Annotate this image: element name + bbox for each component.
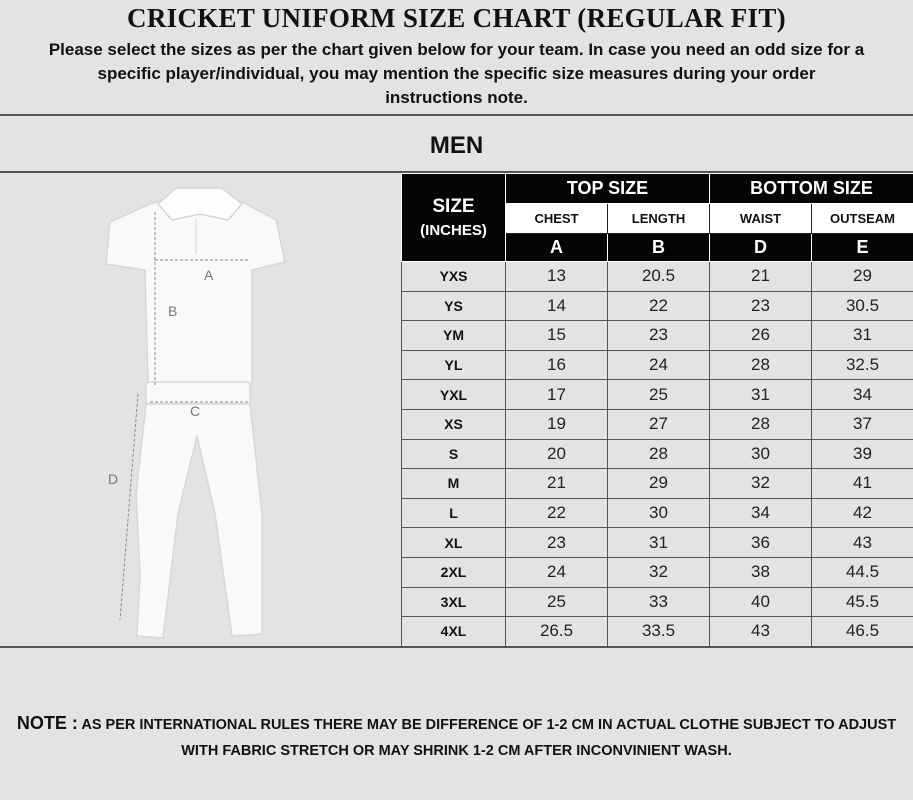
size-cell: YL — [402, 350, 506, 380]
outseam-cell: 46.5 — [812, 617, 913, 647]
bottom-size-header: BOTTOM SIZE — [710, 174, 913, 204]
chest-header: CHEST — [506, 204, 608, 234]
table-row — [402, 262, 913, 292]
waist-cell: 30 — [710, 439, 812, 469]
waist-letter: D — [710, 234, 812, 262]
size-cell: 2XL — [402, 557, 506, 587]
length-cell: 33 — [608, 587, 710, 617]
table-row — [402, 409, 913, 439]
waist-cell: 31 — [710, 380, 812, 410]
intro-text — [4, 38, 909, 110]
size-cell: L — [402, 498, 506, 528]
page-title: CRICKET UNIFORM SIZE CHART (REGULAR FIT) — [127, 3, 786, 33]
chest-cell: 13 — [506, 262, 608, 292]
size-cell: YXS — [402, 262, 506, 292]
chest-cell: 21 — [506, 469, 608, 499]
table-row — [402, 439, 913, 469]
waist-header: WAIST — [710, 204, 812, 234]
outseam-header: OUTSEAM — [812, 204, 913, 234]
size-cell: 4XL — [402, 617, 506, 647]
outseam-cell: 30.5 — [812, 291, 913, 321]
waist-cell: 21 — [710, 262, 812, 292]
length-cell: 23 — [608, 321, 710, 351]
outseam-cell: 42 — [812, 498, 913, 528]
length-letter: B — [608, 234, 710, 262]
chest-cell: 15 — [506, 321, 608, 351]
table-row — [402, 291, 913, 321]
label-c: C — [190, 403, 201, 419]
outseam-cell: 34 — [812, 380, 913, 410]
outseam-cell: 29 — [812, 262, 913, 292]
table-row — [402, 498, 913, 528]
outseam-letter: E — [812, 234, 913, 262]
measure-d — [108, 394, 138, 620]
length-cell: 22 — [608, 291, 710, 321]
waist-cell: 43 — [710, 617, 812, 647]
size-cell: YS — [402, 291, 506, 321]
chest-cell: 16 — [506, 350, 608, 380]
chest-cell: 22 — [506, 498, 608, 528]
pants-illustration — [136, 382, 262, 638]
size-cell: YM — [402, 321, 506, 351]
table-row — [402, 469, 913, 499]
section-title: MEN — [429, 132, 484, 159]
size-unit: (INCHES) — [420, 222, 487, 239]
size-cell: YXL — [402, 380, 506, 410]
length-cell: 27 — [608, 409, 710, 439]
table-row — [402, 321, 913, 351]
table-row — [402, 350, 913, 380]
outseam-cell: 44.5 — [812, 557, 913, 587]
size-cell: M — [402, 469, 506, 499]
table-row — [402, 617, 913, 647]
label-a: A — [204, 267, 214, 283]
note-label: NOTE : — [16, 713, 78, 733]
divider-bottom — [0, 646, 913, 648]
length-cell: 24 — [608, 350, 710, 380]
size-header: SIZE — [432, 196, 475, 217]
shirt-illustration — [106, 188, 285, 384]
chest-cell: 23 — [506, 528, 608, 558]
length-cell: 25 — [608, 380, 710, 410]
outseam-cell: 41 — [812, 469, 913, 499]
note-line-1 — [0, 710, 913, 738]
chest-cell: 19 — [506, 409, 608, 439]
label-d: D — [108, 471, 119, 487]
intro-line-2: specific player/individual, you may mention the specific size measures during your order — [97, 64, 816, 83]
size-cell: S — [402, 439, 506, 469]
length-cell: 32 — [608, 557, 710, 587]
length-cell: 31 — [608, 528, 710, 558]
chest-letter: A — [506, 234, 608, 262]
table-row — [402, 587, 913, 617]
table-row — [402, 557, 913, 587]
note-line-2: WITH FABRIC STRETCH OR MAY SHRINK 1-2 CM AFTER INCONVINIENT WASH. — [181, 743, 732, 759]
outseam-cell: 32.5 — [812, 350, 913, 380]
waist-cell: 28 — [710, 409, 812, 439]
label-b: B — [168, 303, 178, 319]
chest-cell: 26.5 — [506, 617, 608, 647]
uniform-illustration — [0, 174, 400, 646]
top-size-header: TOP SIZE — [506, 174, 710, 204]
size-cell: XL — [402, 528, 506, 558]
chest-cell: 25 — [506, 587, 608, 617]
length-cell: 20.5 — [608, 262, 710, 292]
chest-cell: 20 — [506, 439, 608, 469]
divider-top — [0, 114, 913, 116]
note-line-1-text: AS PER INTERNATIONAL RULES THERE MAY BE DIFFERENCE OF 1-2 CM IN ACTUAL CLOTHE SUBJECT TO ADJUST — [81, 717, 897, 733]
waist-cell: 38 — [710, 557, 812, 587]
chest-cell: 14 — [506, 291, 608, 321]
outseam-cell: 43 — [812, 528, 913, 558]
intro-line-1: Please select the sizes as per the chart given below for your team. In case you need an odd size for a — [48, 40, 865, 59]
length-cell: 29 — [608, 469, 710, 499]
waist-cell: 28 — [710, 350, 812, 380]
length-cell: 33.5 — [608, 617, 710, 647]
outseam-cell: 45.5 — [812, 587, 913, 617]
chest-cell: 24 — [506, 557, 608, 587]
note-text — [0, 710, 913, 764]
waist-cell: 36 — [710, 528, 812, 558]
waist-cell: 40 — [710, 587, 812, 617]
length-cell: 30 — [608, 498, 710, 528]
size-chart-body — [402, 262, 913, 647]
length-header: LENGTH — [608, 204, 710, 234]
intro-line-3: instructions note. — [385, 88, 528, 107]
outseam-cell: 39 — [812, 439, 913, 469]
size-cell: XS — [402, 409, 506, 439]
size-header-cell — [402, 174, 506, 262]
chest-cell: 17 — [506, 380, 608, 410]
size-cell: 3XL — [402, 587, 506, 617]
waist-cell: 34 — [710, 498, 812, 528]
outseam-cell: 37 — [812, 409, 913, 439]
outseam-cell: 31 — [812, 321, 913, 351]
waist-cell: 23 — [710, 291, 812, 321]
waist-cell: 26 — [710, 321, 812, 351]
table-row — [402, 528, 913, 558]
length-cell: 28 — [608, 439, 710, 469]
table-row — [402, 380, 913, 410]
size-chart-table — [401, 173, 913, 647]
waist-cell: 32 — [710, 469, 812, 499]
